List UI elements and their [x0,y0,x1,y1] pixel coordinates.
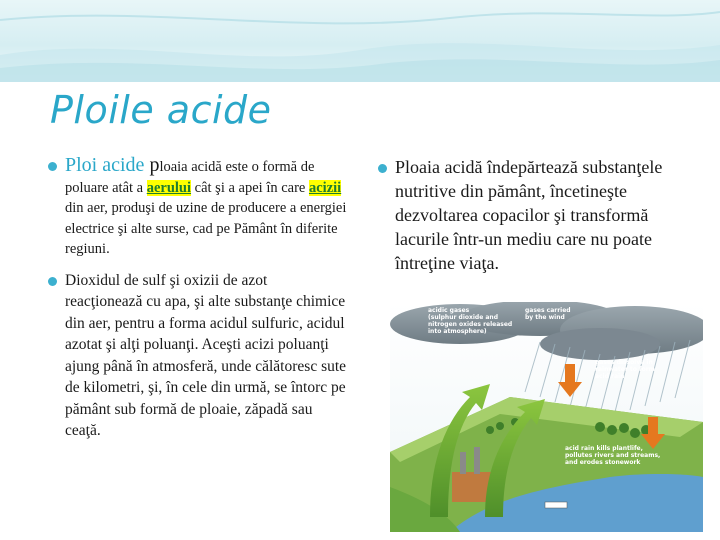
header-decoration [0,0,720,82]
link-acizii[interactable]: acizii [308,179,342,196]
bullet-formation [48,270,348,442]
bullet-effects [378,155,683,275]
label-wind-line1: gases carried [525,307,571,314]
label-kills-line3: and erodes stonework [565,459,641,466]
bullet-effects-text: Ploaia acidă îndepărtează substanţele nutritive din pământ, încetineşte dezvoltarea copacilor şi transformă lacurile într-un mediu care nu poate întreţine viaţa. [395,157,663,273]
bullet-lead-p: p [149,154,160,176]
link-aerului[interactable]: aerului [146,179,192,196]
label-wind-line2: by the wind [525,314,565,321]
label-kills-line2: pollutes rivers and streams, [565,452,661,459]
decorative-wave [0,0,720,82]
right-column [378,155,683,275]
acid-rain-diagram [390,302,703,532]
acid-rain-illustration [390,302,703,532]
label-acidic-gases-line2: (sulphur dioxide and [428,314,498,321]
bullet-definition [48,155,348,260]
bullet-text-2: cât şi a apei în care [191,179,309,196]
label-kills-line1: acid rain kills plantlife, [565,445,643,452]
label-dissolve-line3: acid rain [595,373,625,380]
bullet-lead: Ploi acide [65,154,150,176]
label-acidic-gases-line3: nitrogen oxides released [428,321,513,328]
left-column [48,155,348,442]
slide-title: Ploile acide [50,88,272,132]
bullet-formation-text: Dioxidul de sulf şi oxizii de azot reacţionează cu apa, şi alte substanţe chimice din aer, pentru a forma acidul sulfuric, acidul azotat şi alţi poluanţi. Aceşti acizi poluanţi ajung până în atmosferă, unde călătoresc sute de kilometri, şi, în cele din urmă, se întorc pe pământ sub formă de ploaie, zăpadă sau ceaţă. [65,271,347,439]
bullet-text-3: din aer, produşi de uzine de producere a energiei electrice şi alte surse, cad pe Pământ în diferite regiuni. [65,200,347,257]
label-dissolve-line2: rainwater to form [595,366,655,373]
label-acidic-gases-line1: acidic gases [428,307,470,314]
label-acidic-gases-line4: into atmosphere) [428,328,487,335]
label-dissolve-line1: gases dissolve in [595,359,653,366]
bullet-text-1: loaia acidă este o formă de poluare atât a [65,159,315,196]
bullet-dot-icon [378,164,387,173]
bullet-dot-icon [48,277,57,286]
bullet-dot-icon [48,162,57,171]
